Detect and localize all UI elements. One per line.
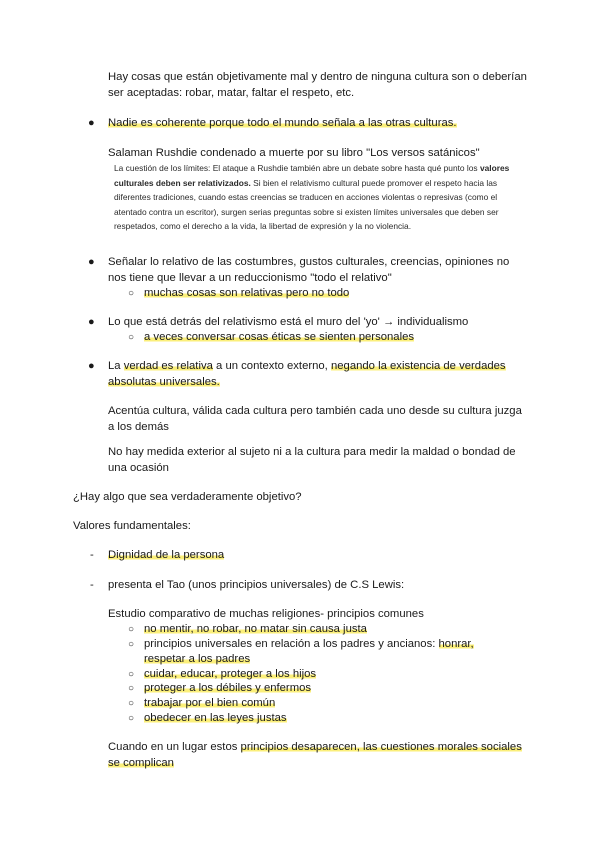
bullet-relative-customs: Señalar lo relativo de las costumbres, gustos culturales, creencias, opiniones no nos tiene que llevar a un reduccionismo "todo el relativo" (108, 256, 510, 284)
dash-marker: - (90, 579, 94, 591)
quoted-excerpt: La cuestión de los límites: El ataque a Rushdie también abre un debate sobre hasta qué punto los valores culturales deben ser relativizados. Si bien el relativismo cultural puede promover el respeto hacia las diferentes tradiciones, cuando estas creencias se traducen en acciones violentas o represivas (como el atentado contra un escritor), surgen serias preguntas sobre si existen límites universales que deben ser respetados, como el derecho a la vida, la libertad de expresión y la no violencia. (114, 163, 510, 232)
sub-bullet-circle: ○ (128, 669, 135, 680)
sub-bullet-circle: ○ (128, 698, 135, 709)
bullet-dot: ● (88, 117, 95, 129)
sub-bullet-circle: ○ (128, 288, 135, 299)
sub-bullet-personal-ethics: a veces conversar cosas éticas se sienten personales (144, 331, 415, 343)
paragraph-principles-disappear: Cuando en un lugar estos principios desaparecen, las cuestiones morales sociales se complican (108, 741, 522, 769)
dash-item-tao: presenta el Tao (unos principios universales) de C.S Lewis: (108, 579, 405, 591)
principle-item: no mentir, no robar, no matar sin causa justa (144, 623, 367, 635)
sub-bullet-circle: ○ (128, 683, 135, 694)
paragraph-no-measure: No hay medida exterior al sujeto ni a la cultura para medir la maldad o bondad de una ocasión (108, 446, 516, 474)
principle-item: trabajar por el bien común (144, 697, 276, 709)
principle-item: proteger a los débiles y enfermos (144, 682, 312, 694)
dash-item-dignity: Dignidad de la persona (108, 549, 225, 561)
sub-bullet-circle: ○ (128, 332, 135, 343)
heading-fundamental-values: Valores fundamentales: (73, 520, 191, 532)
sub-bullet-circle: ○ (128, 624, 135, 635)
bullet-coherence (108, 116, 528, 132)
sub-bullet-circle: ○ (128, 639, 135, 650)
sub-bullet-circle: ○ (128, 713, 135, 724)
paragraph-comparative-study: Estudio comparativo de muchas religiones- principios comunes (108, 608, 424, 620)
paragraph-objective-wrongs: Hay cosas que están objetivamente mal y dentro de ninguna cultura son o deberían ser aceptadas: robar, matar, faltar el respeto, etc. (108, 71, 527, 99)
heading-objective-question: ¿Hay algo que sea verdaderamente objetivo? (73, 491, 302, 503)
principle-item: cuidar, educar, proteger a los hijos (144, 668, 317, 680)
bullet-dot: ● (88, 256, 95, 268)
sub-bullet-not-all-relative: muchas cosas son relativas pero no todo (144, 287, 350, 299)
bullet-dot: ● (88, 360, 95, 372)
principle-item: principios universales en relación a los padres y ancianos: honrar, respetar a los padres (144, 638, 474, 665)
principle-item: obedecer en las leyes justas (144, 712, 287, 724)
highlight: Nadie es coherente porque todo el mundo señala a las otras culturas. (108, 117, 457, 129)
dash-marker: - (90, 549, 94, 561)
bullet-truth-relative: La verdad es relativa a un contexto externo, negando la existencia de verdades absolutas universales. (108, 360, 506, 388)
paragraph-rushdie: Salaman Rushdie condenado a muerte por su libro "Los versos satánicos" (108, 147, 480, 159)
paragraph-culture: Acentúa cultura, válida cada cultura pero también cada uno desde su cultura juzga a los demás (108, 405, 522, 433)
quote-bold: valores culturales deben ser relativizados. (114, 163, 510, 188)
bullet-individualism: Lo que está detrás del relativismo está el muro del 'yo' → individualismo (108, 316, 469, 328)
bullet-dot: ● (88, 316, 95, 328)
